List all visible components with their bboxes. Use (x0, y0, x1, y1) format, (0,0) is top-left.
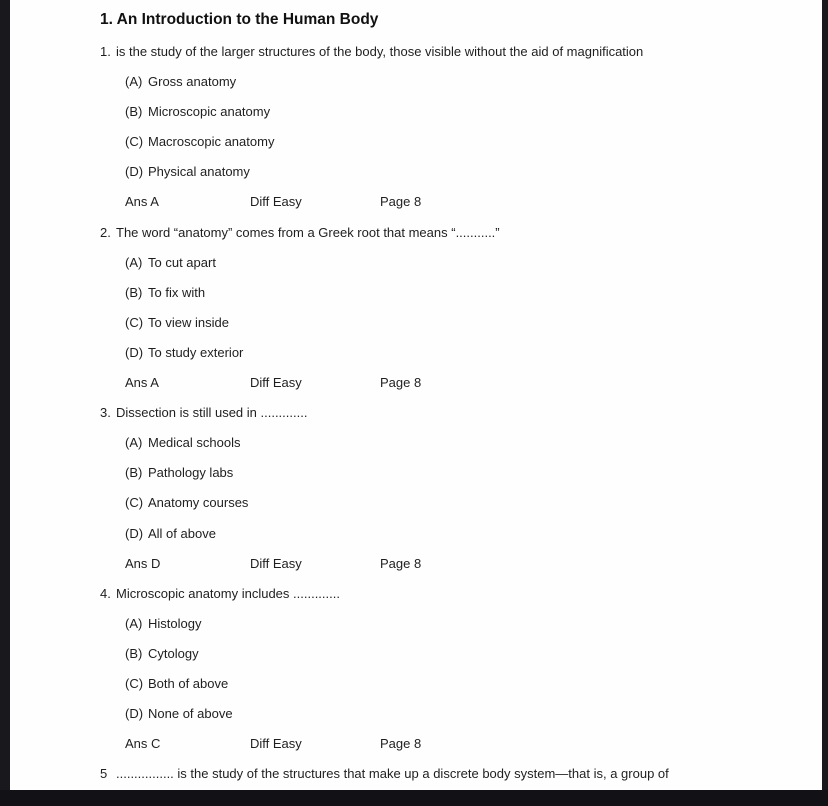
question-number: 1. (100, 44, 111, 59)
option-label: (C) (125, 314, 144, 330)
answer-option (100, 699, 800, 729)
screen-edge-right (822, 0, 828, 806)
answer-option (100, 458, 800, 488)
option-label: (B) (125, 645, 143, 661)
option-text: To view inside (148, 314, 229, 330)
option-text: None of above (148, 706, 233, 722)
question-line (100, 398, 800, 428)
option-label: (A) (125, 74, 143, 90)
option-label: (C) (125, 675, 144, 691)
option-label: (D) (125, 164, 144, 180)
option-label: (A) (125, 435, 143, 451)
question-list (100, 37, 800, 789)
question-text: Dissection is still used in ............. (116, 405, 308, 421)
screen-edge-left (0, 0, 10, 806)
option-label: (D) (125, 344, 144, 360)
chapter-title: 1. An Introduction to the Human Body (100, 11, 379, 28)
answer-option (100, 428, 800, 458)
option-label: (B) (125, 465, 143, 481)
option-text: To fix with (148, 284, 206, 300)
question-text: is the study of the larger structures of the body, those visible without the aid of magnification (116, 44, 644, 59)
screen-edge-bottom (0, 790, 828, 806)
answer-key: Ans A (125, 375, 159, 391)
question-number: 3. (100, 405, 111, 421)
option-text: To cut apart (148, 254, 216, 270)
answer-option (100, 669, 800, 699)
option-label: (B) (125, 104, 143, 120)
option-label: (D) (125, 525, 144, 541)
page-reference: Page 8 (380, 555, 422, 571)
option-text: Histology (148, 615, 202, 631)
difficulty: Diff Easy (250, 555, 302, 571)
answer-option (100, 157, 800, 187)
question-number: 4. (100, 585, 111, 601)
answer-key: Ans C (125, 736, 161, 752)
question-meta (100, 549, 800, 579)
option-text: Physical anatomy (148, 164, 250, 180)
question-line (100, 579, 800, 609)
answer-option (100, 97, 800, 127)
option-label: (C) (125, 134, 144, 150)
page-reference: Page 8 (380, 194, 422, 210)
answer-key: Ans A (125, 194, 159, 210)
difficulty: Diff Easy (250, 194, 302, 210)
option-text: Pathology labs (148, 465, 234, 481)
answer-option (100, 519, 800, 549)
answer-option (100, 609, 800, 639)
question-text: ................ is the study of the structures that make up a discrete body system—that is, a group of (116, 766, 669, 782)
question-text: The word “anatomy” comes from a Greek root that means “...........” (116, 224, 500, 240)
answer-option (100, 248, 800, 278)
answer-option (100, 127, 800, 157)
option-label: (D) (125, 706, 144, 722)
option-label: (B) (125, 284, 143, 300)
answer-option (100, 639, 800, 669)
option-text: Macroscopic anatomy (148, 134, 275, 150)
question-meta (100, 368, 800, 398)
answer-option (100, 488, 800, 518)
page-reference: Page 8 (380, 375, 422, 391)
option-label: (A) (125, 254, 143, 270)
page-reference: Page 8 (380, 736, 422, 752)
option-label: (A) (125, 615, 143, 631)
question-line (100, 218, 800, 248)
difficulty: Diff Easy (250, 375, 302, 391)
answer-option (100, 67, 800, 97)
answer-key: Ans D (125, 555, 161, 571)
option-text: Anatomy courses (148, 495, 249, 511)
question-line (100, 759, 800, 789)
question-number: 5 (100, 766, 108, 782)
option-text: Gross anatomy (148, 74, 237, 90)
question-line (100, 37, 800, 67)
answer-option (100, 278, 800, 308)
option-text: Both of above (148, 675, 229, 691)
answer-option (100, 338, 800, 368)
option-text: Microscopic anatomy (148, 104, 271, 120)
option-label: (C) (125, 495, 144, 511)
question-number: 2. (100, 224, 111, 240)
question-meta (100, 729, 800, 759)
question-text: Microscopic anatomy includes ............. (116, 585, 340, 601)
answer-option (100, 308, 800, 338)
document-page (10, 0, 822, 790)
option-text: Cytology (148, 645, 199, 661)
option-text: Medical schools (148, 435, 241, 451)
option-text: All of above (148, 525, 216, 541)
difficulty: Diff Easy (250, 736, 302, 752)
option-text: To study exterior (148, 344, 244, 360)
question-meta (100, 187, 800, 217)
document-content (100, 0, 800, 789)
